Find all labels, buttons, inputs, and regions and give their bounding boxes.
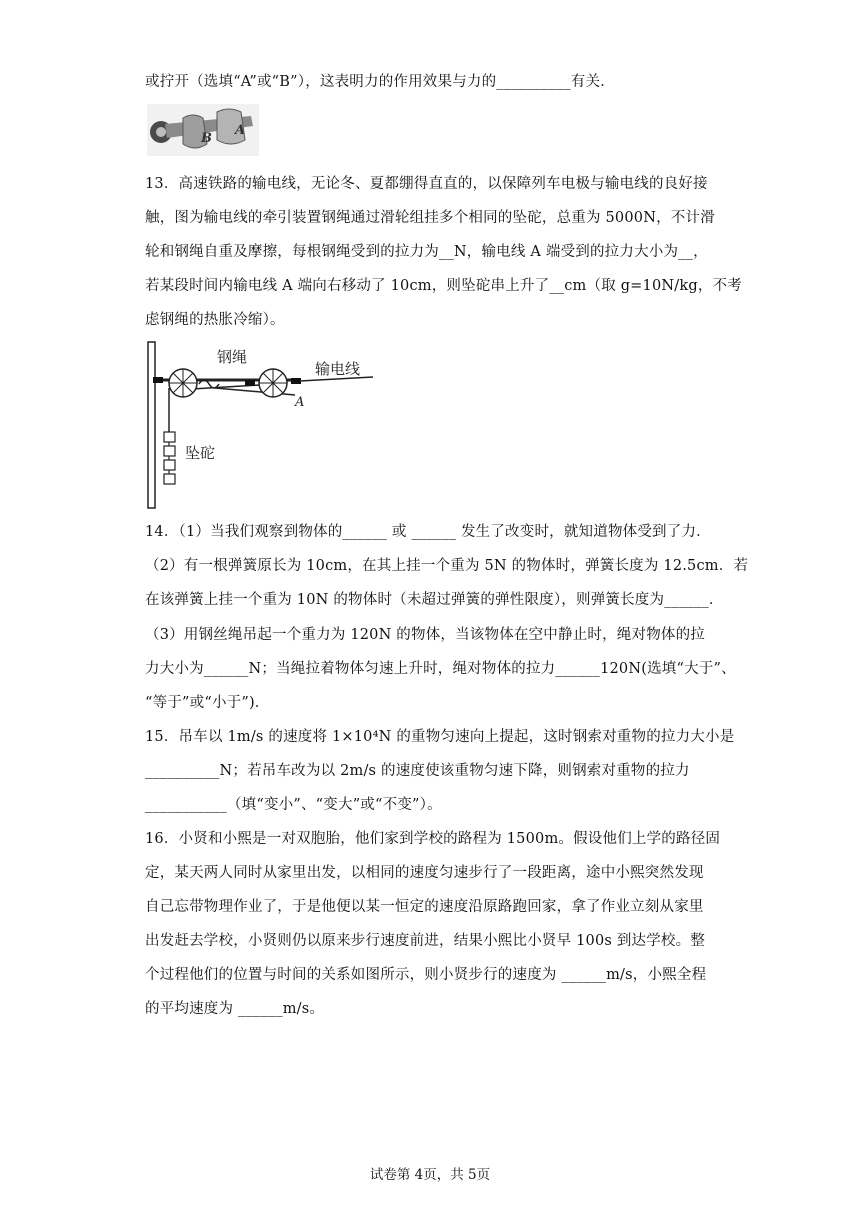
q16-line-2: 定，某天两人同时从家里出发，以相同的速度匀速步行了一段距离，途中小熙突然发现	[145, 865, 704, 881]
q14-line-3: 在该弹簧上挂一个重为 10N 的物体时（未超过弹簧的弹性限度），则弹簧长度为______．	[145, 592, 724, 608]
wire-label: 输电线	[315, 360, 361, 378]
wrench-label-a: A	[235, 123, 246, 138]
q14-line-2: （2）有一根弹簧原长为 10cm，在其上挂一个重为 5N 的物体时，弹簧长度为 12.5cm．若	[145, 558, 749, 574]
pulley-left	[169, 369, 197, 397]
q14-line-5: 力大小为______N；当绳拉着物体匀速上升时，绳对物体的拉力______120N(选填“大于”、	[145, 661, 736, 677]
q13-line-2: 触，图为输电线的牵引装置钢绳通过滑轮组挂多个相同的坠砣，总重为 5000N，不计滑	[145, 210, 715, 226]
rope-label: 钢绳	[217, 348, 248, 366]
q16-line-5: 个过程他们的位置与时间的关系如图所示，则小贤步行的速度为 ______m/s，小熙全程	[145, 967, 707, 983]
q16-line-3: 自己忘带物理作业了，于是他便以某一恒定的速度沿原路跑回家，拿了作业立刻从家里	[145, 899, 704, 915]
q13-line-3: 轮和钢绳自重及摩擦，每根钢绳受到的拉力为__N，输电线 A 端受到的拉力大小为__，	[145, 244, 708, 260]
wrench-label-b: B	[201, 131, 212, 146]
q15-line-3: ___________（填“变小”、“变大”或“不变”）。	[145, 797, 442, 813]
q13-line-4: 若某段时间内输电线 A 端向右移动了 10cm，则坠砣串上升了__cm（取 g=10N/kg，不考	[145, 278, 742, 294]
q15-line-1: 15．吊车以 1m/s 的速度将 1×10⁴N 的重物匀速向上提起，这时钢索对重物的拉力大小是	[145, 729, 735, 745]
pulley-right	[259, 369, 287, 397]
q16-line-4: 出发赶去学校，小贤则仍以原来步行速度前进，结果小熙比小贤早 100s 到达学校。整	[145, 933, 706, 949]
page-footer: 试卷第 4页，共 5页	[369, 1167, 491, 1183]
q14-line-6: “等于”或“小于”)．	[145, 695, 270, 711]
end-a-label: A	[295, 395, 305, 410]
q13-line-1: 13．高速铁路的输电线，无论冬、夏都绷得直直的，以保障列车电极与输电线的良好接	[145, 176, 708, 192]
q14-line-1: 14．（1）当我们观察到物体的______ 或 ______ 发生了改变时，就知道物体受到了力．	[145, 524, 711, 540]
wrench-figure	[147, 104, 259, 156]
q16-line-6: 的平均速度为 ______m/s。	[145, 1001, 325, 1017]
q15-line-2: __________N；若吊车改为以 2m/s 的速度使该重物匀速下降，则钢索对重物的拉力	[145, 763, 690, 779]
q13-line-5: 虑钢绳的热胀冷缩）。	[145, 312, 285, 328]
q12-tail-line: 或拧开（选填“A”或“B”），这表明力的作用效果与力的__________有关．	[145, 74, 615, 90]
weight-label: 坠砣	[185, 444, 216, 462]
pulley-figure	[145, 340, 375, 510]
q16-line-1: 16．小贤和小熙是一对双胞胎，他们家到学校的路程为 1500m。假设他们上学的路径固	[145, 831, 721, 847]
q14-line-4: （3）用钢丝绳吊起一个重力为 120N 的物体，当该物体在空中静止时，绳对物体的拉	[145, 627, 706, 643]
